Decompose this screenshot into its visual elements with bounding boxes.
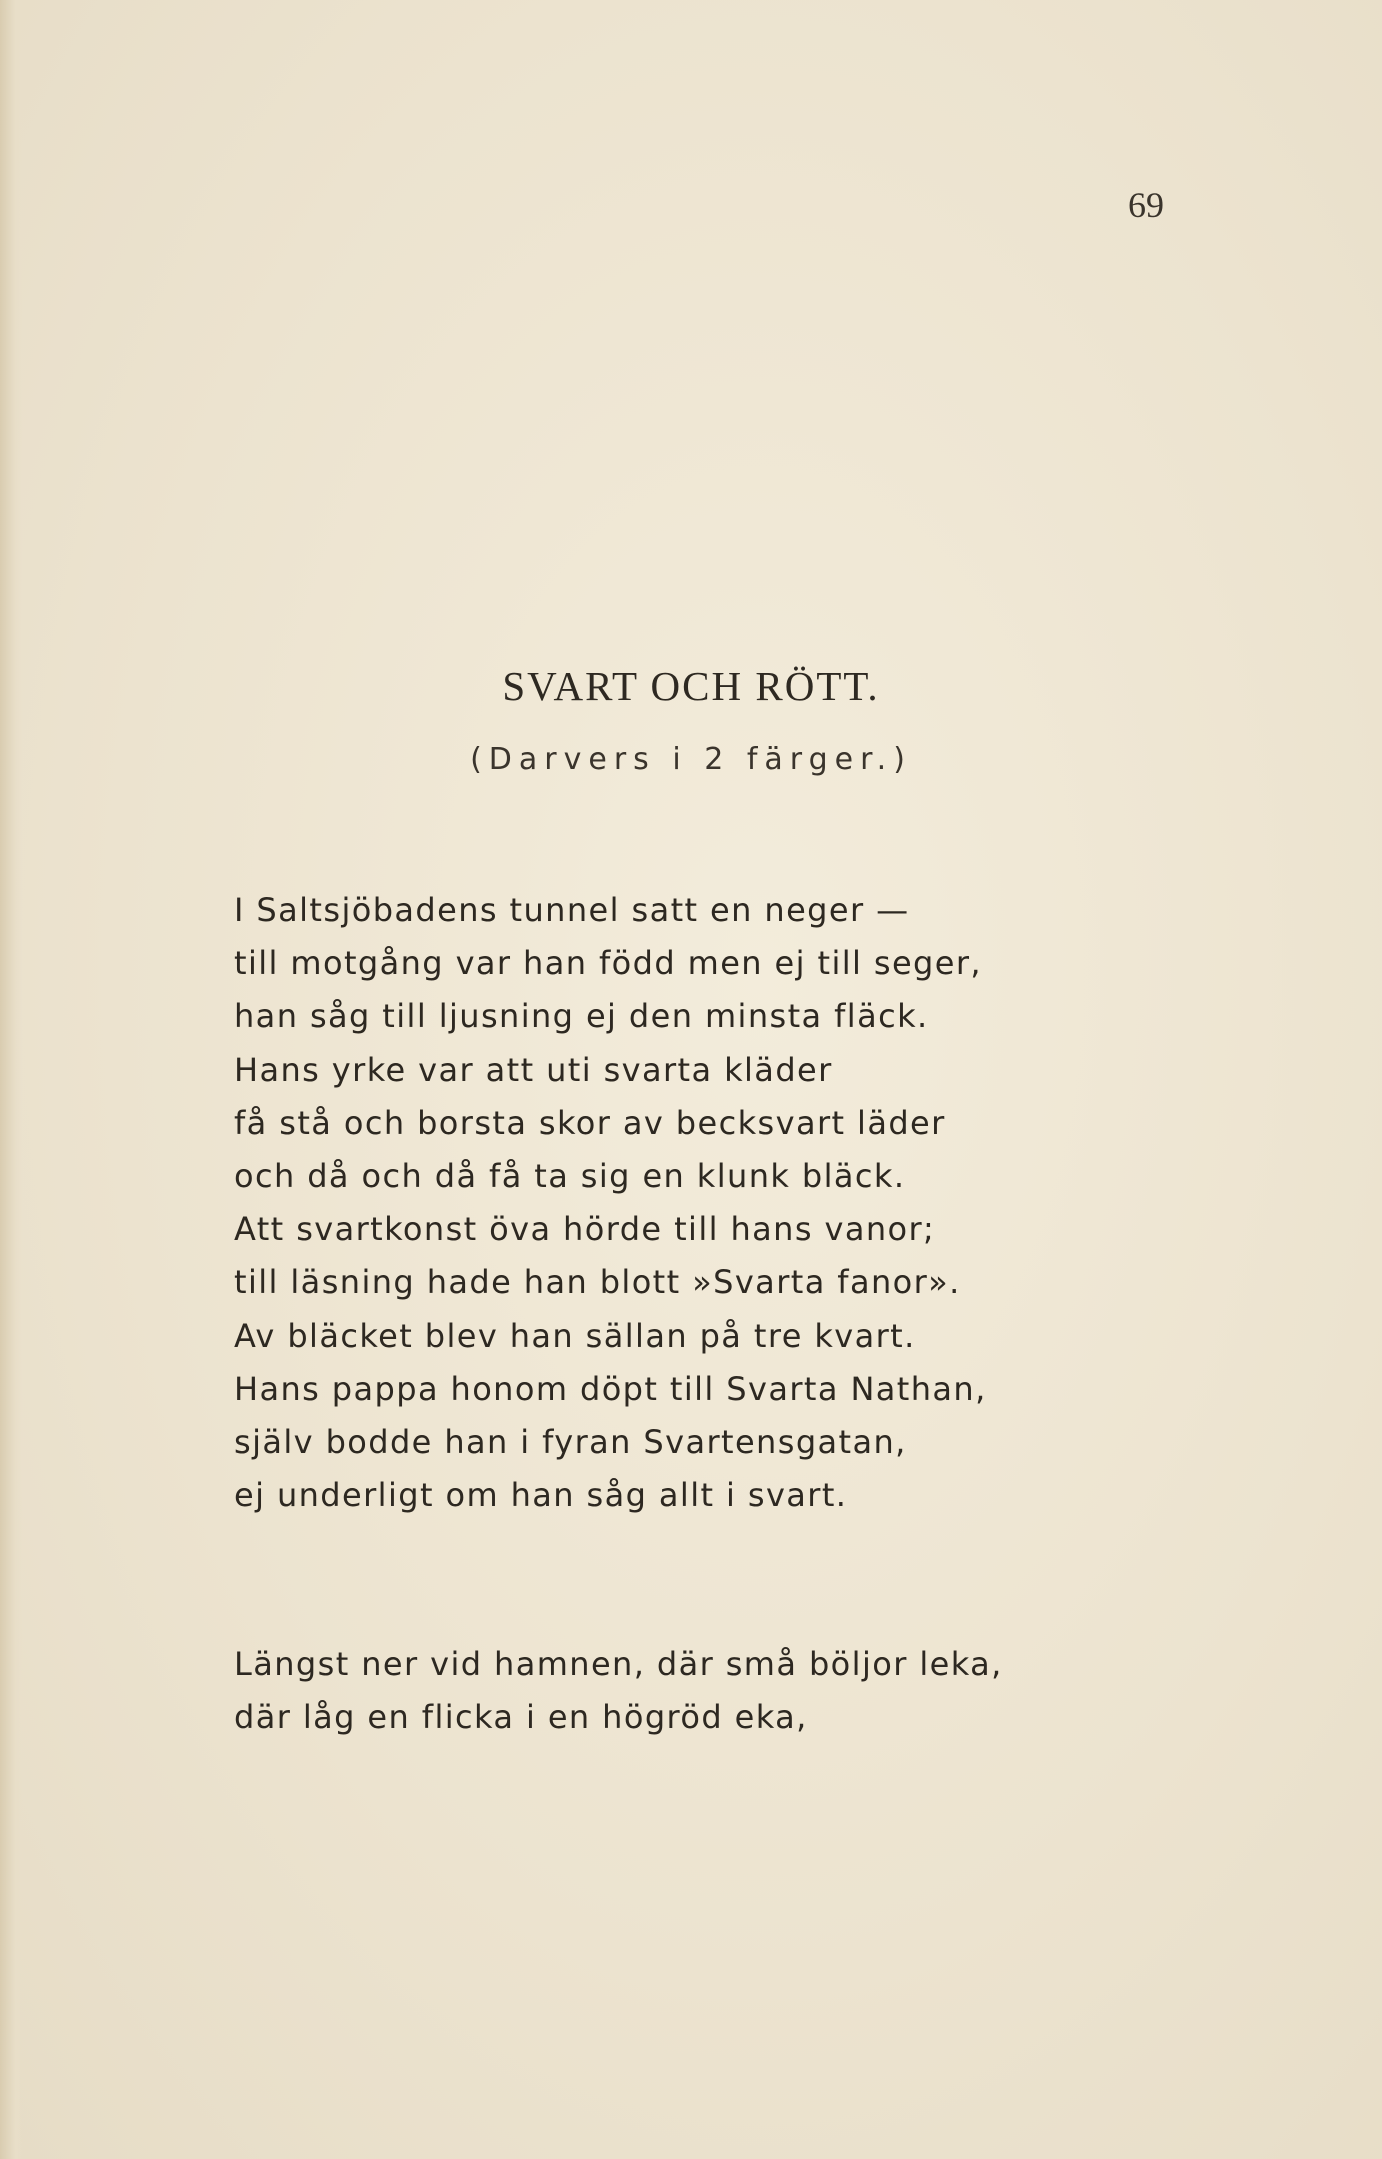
verse-line: Att svartkonst öva hörde till hans vanor; <box>234 1210 936 1249</box>
verse-line: han såg till ljusning ej den minsta fläck. <box>234 997 929 1036</box>
verse-line: I Saltsjöbadens tunnel satt en neger — <box>234 891 910 929</box>
verse-line: ej underligt om han såg allt i svart. <box>234 1476 848 1515</box>
page-number: 69 <box>1128 185 1164 225</box>
poem-title: SVART OCH RÖTT. <box>502 663 880 709</box>
poem-subtitle: (Darvers i 2 färger.) <box>470 742 912 777</box>
verse-line: till läsning hade han blott »Svarta fanor». <box>234 1263 961 1302</box>
verse-line: själv bodde han i fyran Svartensgatan, <box>234 1422 907 1461</box>
verse-line: och då och då få ta sig en klunk bläck. <box>234 1156 906 1195</box>
stanza-2 <box>234 1638 1003 1744</box>
verse-line: få stå och borsta skor av becksvart läder <box>234 1103 946 1142</box>
page-gutter-shadow <box>0 0 22 2159</box>
verse-line: där låg en flicka i en högröd eka, <box>234 1698 808 1737</box>
verse-line: Hans yrke var att uti svarta kläder <box>234 1050 833 1089</box>
verse-line: Hans pappa honom döpt till Svarta Nathan, <box>234 1369 987 1408</box>
stanza-1 <box>234 884 987 1522</box>
verse-line: till motgång var han född men ej till seger, <box>234 944 982 983</box>
verse-line: Längst ner vid hamnen, där små böljor leka, <box>234 1645 1003 1683</box>
verse-line: Av bläcket blev han sällan på tre kvart. <box>234 1316 916 1355</box>
